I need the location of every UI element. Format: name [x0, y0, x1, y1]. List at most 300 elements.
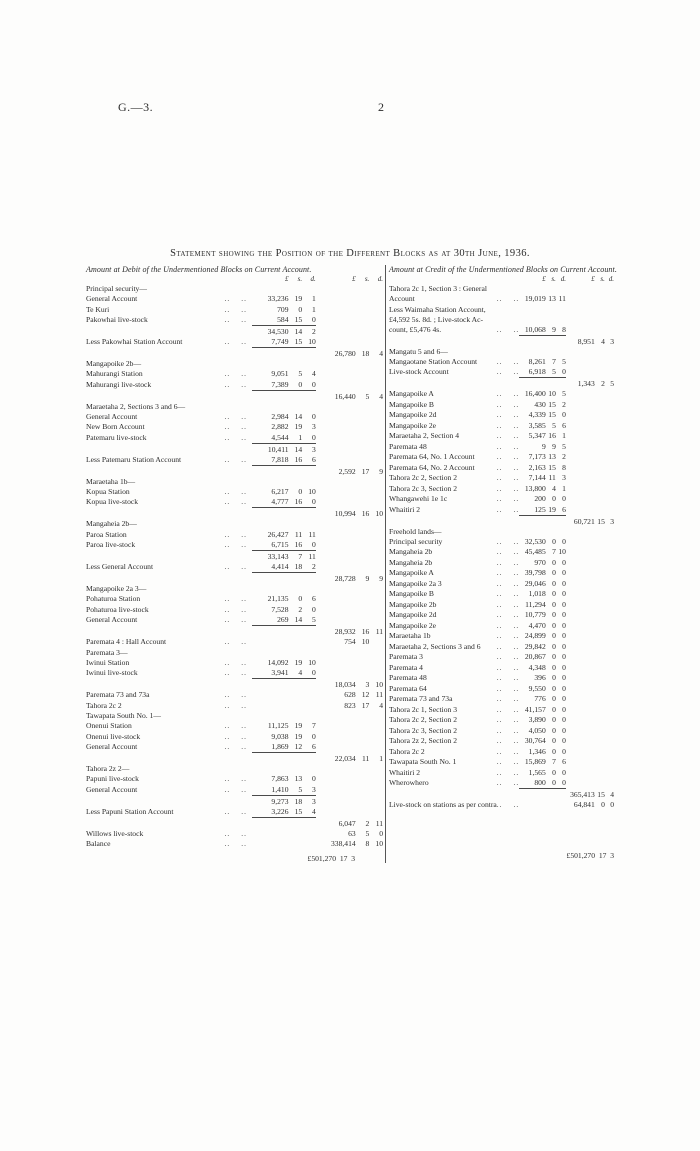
leader-dots: .. .. [496, 768, 520, 777]
amount-pence: 1 [312, 304, 316, 314]
amount-pounds: 4,777 [271, 497, 289, 507]
total-shillings [595, 568, 605, 579]
leader-dots: .. .. [224, 563, 247, 572]
amount-pounds: 3,226 [271, 806, 289, 816]
total-shillings [595, 589, 605, 600]
account-label: Kopua Station [86, 486, 130, 496]
total-shillings: 10 [361, 637, 370, 647]
amount-shillings: 0 [552, 631, 556, 641]
account-label: Onenui live-stock [86, 731, 141, 741]
account-label [86, 509, 225, 519]
total-shillings [595, 410, 605, 421]
account-label: Tahora 2c 2 [389, 746, 425, 756]
amount-shillings: 15 [548, 399, 556, 409]
account-row [86, 562, 383, 573]
amount-pounds: 29,842 [524, 641, 546, 651]
amount-shillings: 0 [552, 578, 556, 588]
leader-dots: .. .. [496, 432, 520, 441]
amount-shillings: 13 [294, 774, 303, 784]
account-row [86, 785, 383, 796]
account-label: Maraetaha 2, Section 4 [389, 431, 460, 441]
leader-dots: .. .. [496, 779, 520, 788]
total-pounds [566, 494, 595, 505]
col-pounds-a: £ [542, 275, 546, 283]
debit-grand-total [86, 854, 383, 863]
amount-pounds: 125 [534, 504, 546, 514]
total-shillings [356, 305, 370, 316]
amount-pence: 8 [562, 324, 566, 334]
leader-dots: .. .. [496, 642, 520, 651]
leader-dots: .. .. [224, 807, 247, 816]
total-pence [369, 615, 383, 626]
leader-dots: .. .. [496, 716, 520, 725]
account-row [86, 497, 383, 508]
amount-pounds: 15,869 [524, 757, 546, 767]
account-row [389, 547, 614, 558]
total-pence [605, 389, 614, 400]
account-label: Paremata 64, No. 2 Account [389, 462, 475, 472]
account-row [86, 668, 383, 679]
total-pounds: 22,034 [334, 754, 356, 764]
amount-pounds [252, 574, 289, 584]
amount-pounds: 4,414 [271, 562, 289, 572]
account-label: Tahora 2c 1, Section 3 [389, 704, 458, 714]
total-pence: 4 [379, 700, 383, 710]
amount-shillings [289, 701, 303, 712]
account-label: Mangaotane Station Account [389, 356, 478, 366]
account-label: Maraetaha 1b [389, 631, 431, 641]
amount-pounds: 1,018 [528, 589, 546, 599]
total-pounds [566, 652, 595, 663]
leader-dots: .. .. [224, 338, 247, 347]
account-label: Tahora 2c 2, Section 2 [389, 473, 458, 483]
account-row [389, 747, 614, 758]
account-row [86, 615, 383, 626]
account-label [86, 327, 225, 337]
leader-dots: .. .. [496, 747, 520, 756]
amount-shillings: 0 [552, 620, 556, 630]
amount-pounds: 6,918 [528, 367, 546, 377]
leader-dots: .. .. [496, 453, 520, 462]
total-pounds [566, 315, 595, 325]
leader-dots [225, 509, 252, 519]
block-heading-row [86, 519, 383, 529]
total-shillings [356, 433, 370, 444]
total-pence [369, 305, 383, 316]
account-label [389, 337, 497, 347]
total-pence: 4 [610, 790, 614, 800]
block-total-row [86, 392, 383, 402]
leader-dots [225, 819, 252, 829]
total-pence: 9 [379, 466, 383, 476]
account-label: Mangaheia 2b [389, 547, 433, 557]
account-label: Mangapoike 2e [389, 620, 437, 630]
leader-dots: .. .. [224, 605, 247, 614]
leader-dots: .. .. [496, 600, 520, 609]
amount-shillings: 18 [294, 562, 303, 572]
amount-pence: 0 [562, 683, 566, 693]
account-label: count, £5,476 4s. [389, 324, 442, 334]
account-label [86, 680, 225, 690]
total-pence [605, 684, 614, 695]
total-shillings [595, 484, 605, 495]
amount-pence: 10 [308, 486, 316, 496]
amount-shillings [289, 392, 303, 402]
amount-pounds: 30,764 [524, 736, 546, 746]
account-row [389, 452, 614, 463]
amount-shillings: 16 [294, 497, 303, 507]
amount-shillings: 16 [548, 431, 556, 441]
leader-dots: .. .. [496, 325, 520, 334]
account-label: General Account [86, 784, 138, 794]
total-pence [369, 294, 383, 305]
amount-pounds [252, 819, 289, 829]
leader-dots: .. .. [496, 674, 520, 683]
amount-pounds: 4,544 [271, 432, 289, 442]
amount-shillings: 0 [552, 683, 556, 693]
amount-shillings: 0 [552, 599, 556, 609]
amount-pence: 0 [312, 540, 316, 549]
block-total-row [389, 790, 614, 800]
total-pence [605, 284, 614, 294]
account-label [389, 790, 497, 800]
account-label: Tahora 2c 2, Section 2 [389, 715, 458, 725]
account-label: Wherowhero [389, 778, 429, 788]
amount-shillings: 0 [298, 379, 303, 389]
account-row [389, 421, 614, 432]
amount-pounds: 19,019 [524, 294, 546, 304]
amount-pounds: 9,273 [271, 796, 289, 806]
total-pence [369, 605, 383, 616]
account-label: Paremata 3 [389, 652, 423, 662]
amount-pence [556, 315, 566, 325]
credit-table [389, 275, 614, 811]
block-total-row [86, 819, 383, 829]
account-label: Mangapoike 2e [389, 420, 437, 430]
total-shillings [356, 497, 370, 508]
amount-pence: 6 [562, 420, 566, 430]
total-pence [605, 357, 614, 368]
leader-dots: .. .. [496, 537, 520, 546]
total-pounds [566, 579, 595, 590]
amount-pence: 0 [562, 620, 566, 630]
total-shillings [356, 721, 370, 732]
amount-pence: 5 [562, 389, 566, 399]
total-pence [369, 497, 383, 508]
leader-dots [225, 797, 252, 807]
amount-pence [302, 839, 316, 850]
amount-shillings: 0 [552, 673, 556, 683]
block-total-row [86, 467, 383, 477]
account-label [86, 445, 225, 455]
total-pence [605, 367, 614, 378]
amount-pence [302, 829, 316, 840]
amount-shillings [289, 509, 303, 519]
col-shillings-a: s. [551, 275, 556, 283]
account-label [86, 797, 225, 807]
total-pounds [316, 807, 356, 818]
col-pence-a: d. [560, 275, 566, 283]
total-shillings [356, 294, 370, 305]
total-pounds: 365,413 [570, 790, 595, 800]
account-label: £4,592 5s. 8d. ; Live-stock Ac- [389, 314, 484, 324]
total-shillings [595, 367, 605, 378]
col-pounds-b: £ [352, 275, 356, 283]
account-row [86, 487, 383, 498]
total-pence [605, 694, 614, 705]
account-row [86, 732, 383, 743]
leader-dots [497, 337, 519, 347]
total-shillings [595, 757, 605, 768]
total-shillings [595, 431, 605, 442]
leader-dots: .. .. [224, 423, 247, 432]
total-shillings [595, 452, 605, 463]
account-label: Patemaru live-stock [86, 432, 147, 442]
leader-dots [225, 627, 252, 637]
amount-shillings [289, 829, 303, 840]
total-pence [605, 768, 614, 779]
amount-pounds [252, 754, 289, 764]
total-shillings [595, 325, 605, 336]
total-shillings [595, 473, 605, 484]
total-shillings [356, 742, 370, 753]
total-pence [369, 562, 383, 573]
leader-dots [225, 392, 252, 402]
block-subtotal-row [86, 445, 383, 455]
leader-dots [497, 284, 519, 294]
credit-total-shillings: 17 [598, 850, 607, 860]
amount-pence: 3 [312, 796, 316, 806]
block-heading: Tahora 2z 2— [86, 764, 130, 774]
total-pence: 10 [375, 509, 383, 519]
account-label [86, 392, 225, 402]
credit-column-heading: Amount at Credit of the Undermentioned Blocks on Current Account. [389, 265, 617, 274]
block-total-row [389, 379, 614, 389]
amount-shillings [289, 349, 303, 359]
amount-pounds: 1,410 [271, 784, 289, 794]
amount-shillings: 0 [552, 536, 556, 546]
total-shillings [356, 530, 370, 541]
account-row [86, 594, 383, 605]
total-pounds [566, 663, 595, 674]
amount-shillings [546, 337, 556, 347]
account-row [389, 367, 614, 378]
total-pounds [566, 757, 595, 768]
amount-shillings: 0 [552, 610, 556, 620]
amount-pence: 0 [312, 379, 316, 389]
amount-pence [302, 680, 316, 690]
amount-shillings: 19 [294, 731, 303, 741]
block-heading-row [86, 584, 383, 594]
amount-pence [302, 574, 316, 584]
amount-pence: 0 [312, 315, 316, 325]
amount-pounds [519, 379, 546, 389]
account-label [86, 349, 225, 359]
amount-pounds [519, 315, 546, 325]
leader-dots: .. .. [496, 611, 520, 620]
total-pounds: 628 [344, 690, 356, 700]
account-label [86, 754, 225, 764]
account-row [389, 673, 614, 684]
leader-dots: .. .. [496, 705, 520, 714]
account-row [389, 642, 614, 653]
total-pounds [316, 668, 356, 679]
amount-pence: 0 [562, 662, 566, 672]
amount-pence [302, 690, 316, 701]
total-pounds [566, 684, 595, 695]
leader-dots: .. .. [224, 412, 247, 421]
total-pounds [566, 558, 595, 569]
leader-dots [497, 790, 519, 800]
amount-shillings: 19 [294, 294, 303, 304]
amount-shillings: 12 [294, 742, 303, 752]
total-shillings: 12 [361, 690, 370, 700]
total-pounds [316, 412, 356, 423]
total-pence [605, 736, 614, 747]
total-shillings [595, 294, 605, 305]
amount-pounds [519, 284, 546, 294]
account-row [86, 658, 383, 669]
account-label: Paremata 73 and 73a [389, 694, 453, 704]
total-shillings: 18 [361, 349, 370, 359]
total-shillings [595, 315, 605, 325]
account-label: Whangawehi 1e 1c [389, 494, 448, 504]
block-total-row [86, 349, 383, 359]
account-row [389, 537, 614, 548]
amount-pounds: 584 [277, 315, 289, 325]
account-label: Tahora 2z 2, Section 2 [389, 736, 458, 746]
account-row [389, 768, 614, 779]
leader-dots: .. .. [224, 669, 247, 678]
total-shillings [595, 705, 605, 716]
leader-dots: .. .. [496, 726, 520, 735]
amount-pence: 0 [562, 610, 566, 620]
amount-pounds [519, 790, 546, 800]
amount-shillings: 19 [294, 721, 303, 731]
amount-pounds: 21,135 [267, 594, 289, 604]
amount-pounds: 33,143 [267, 552, 289, 562]
total-shillings [595, 421, 605, 432]
total-pounds [566, 726, 595, 737]
amount-pence: 0 [562, 589, 566, 599]
total-pence [369, 380, 383, 391]
account-label: Paroa Station [86, 529, 127, 539]
total-pounds [316, 455, 356, 466]
amount-pounds: 29,046 [524, 578, 546, 588]
amount-shillings [546, 315, 556, 325]
amount-pence: 8 [562, 462, 566, 472]
total-shillings [595, 621, 605, 632]
amount-shillings: 5 [552, 420, 556, 430]
total-pence [369, 785, 383, 796]
account-label: Whaitiri 2 [389, 504, 420, 514]
total-pounds [316, 433, 356, 444]
account-row [389, 778, 614, 789]
col-pence-b: d. [377, 275, 383, 283]
account-row [389, 505, 614, 516]
total-pounds [316, 337, 356, 348]
total-pence [605, 715, 614, 726]
amount-shillings: 15 [294, 806, 303, 816]
total-shillings [595, 684, 605, 695]
total-shillings [595, 494, 605, 505]
account-row [389, 400, 614, 411]
amount-shillings: 5 [552, 367, 556, 377]
account-label: Less Papuni Station Account [86, 806, 174, 816]
total-pounds [316, 552, 356, 562]
account-row [86, 701, 383, 712]
amount-pence: 11 [558, 294, 566, 304]
total-shillings [595, 400, 605, 411]
total-pence: 10 [375, 680, 383, 690]
total-pence [369, 445, 383, 455]
leader-dots: .. .. [496, 632, 520, 641]
amount-pounds: 7,173 [528, 452, 546, 462]
account-row [389, 305, 614, 315]
account-label: Paroa live-stock [86, 540, 136, 549]
account-label: Mangapoike 2d [389, 610, 437, 620]
account-label: Less General Account [86, 562, 154, 572]
total-pounds: 6,047 [338, 818, 356, 828]
amount-pounds: 6,715 [271, 540, 289, 549]
total-pounds [566, 473, 595, 484]
leader-dots: .. .. [224, 595, 247, 604]
account-label: Te Kuri [86, 304, 110, 314]
amount-pounds [252, 680, 289, 690]
total-pence [369, 455, 383, 466]
account-label: Mahurangi live-stock [86, 379, 152, 389]
amount-pence [302, 349, 316, 359]
account-label: Iwinui live-stock [86, 668, 138, 678]
credit-grand-total [389, 851, 614, 860]
leader-dots: .. .. [224, 785, 247, 794]
amount-pounds: 776 [534, 694, 546, 704]
account-row [86, 530, 383, 541]
account-row [86, 742, 383, 753]
block-total-row [86, 509, 383, 519]
total-pence [605, 579, 614, 590]
total-pounds [316, 530, 356, 541]
total-pence [369, 315, 383, 326]
amount-pence: 10 [308, 337, 316, 347]
total-pounds [316, 487, 356, 498]
amount-shillings [546, 284, 556, 294]
total-shillings [595, 726, 605, 737]
total-shillings [356, 594, 370, 605]
total-pounds [566, 463, 595, 474]
account-row [389, 410, 614, 421]
account-label: Paremata 4 [389, 662, 423, 672]
total-pounds [566, 505, 595, 516]
total-pounds [566, 357, 595, 368]
leader-dots: .. .. [224, 691, 247, 700]
account-row [86, 540, 383, 551]
leader-dots [225, 467, 252, 477]
total-shillings: 3 [365, 680, 370, 690]
block-heading-row [86, 711, 383, 721]
total-shillings [595, 610, 605, 621]
total-pounds [566, 642, 595, 653]
account-row [389, 284, 614, 294]
amount-pence: 7 [312, 721, 316, 731]
amount-shillings: 0 [298, 304, 303, 314]
block-heading: Mangapoike 2a 3— [86, 584, 147, 594]
total-pounds: 823 [344, 700, 356, 710]
amount-pence [556, 800, 566, 811]
total-shillings [356, 412, 370, 423]
total-shillings [595, 505, 605, 516]
amount-shillings: 0 [552, 589, 556, 599]
